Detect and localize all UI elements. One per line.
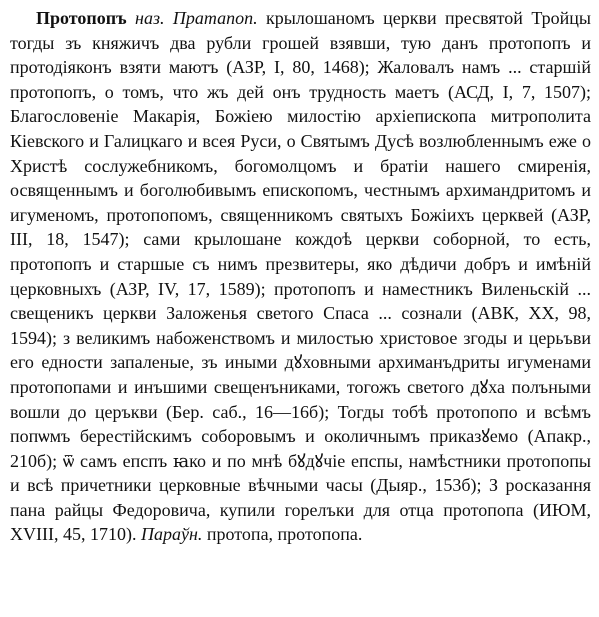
compare-forms: протопа, протопопа. <box>202 524 363 545</box>
variant-form: Пратапоп. <box>172 8 258 28</box>
dictionary-entry <box>10 6 591 547</box>
compare-abbreviation: Параўн. <box>140 524 203 545</box>
grammar-abbreviation: наз. <box>135 8 165 28</box>
entry-headword: Протопопъ <box>36 8 127 28</box>
entry-body-text: крылошаномъ церкви пресвятой Тройцы тогды зъ княжичъ два рубли грошей взявши, тую данъ протопопъ и протодіяконъ взяти маютъ (АЗР, І, 80, 1468); Жаловалъ намъ ... старшій протопопъ, о томъ, что жъ дей онъ трудность маетъ (АСД, І, 7, 1507); Благословеніе Макарія, Божіею милостію архіепископа митрополита Кіевского и Галицкаго и всея Руси, о Святымъ Дусѣ возлюбленнымъ еже о Христѣ сослужебникомъ, богомолцомъ и братіи нашего смиренія, освященнымъ и боголюбивымъ епископомъ, честнымъ архимандритомъ и игуменомъ, протопопомъ, священникомъ святыхъ Божіихъ церквей (АЗР, III, 18, 1547); сами крылошане кождоѣ церкви соборной, то есть, протопопъ и старшые съ нимъ презвитеры, яко дѣдичи добръ и имѣній церковныхъ (АЗР, IV, 17, 1589); протопопъ и наместникъ Виленьскій ... свещеникъ церкви Заложенья светого Спаса ... сознали (АВК, XX, 98, 1594); з великимъ набоженствомъ и милостью христовое згоды и церьъви его едности запаленые, зъ иными дꙋховными архиманъдриты игуменами протопопами и инъшими свещенъниками, тогожъ светого дꙋха полъными вошли до церъкви (Бер. саб., 16—16б); Тогды тобѣ протопопо и всѣмъ попѡмъ берестійскимъ соборовымъ и околичнымъ приказꙋемо (Апакр., 210б); ѿ самъ епспъ ꙗко и по мнѣ бꙋдꙋчіе епспы, намѣстники протопопы и всѣ причетники церковные вѣчными часы (Дыяр., 153б); З росказання пана райцы Федоровича, купили горелъки для отца протопопа (ИЮМ, XVIII, 45, 1710). <box>10 8 591 545</box>
